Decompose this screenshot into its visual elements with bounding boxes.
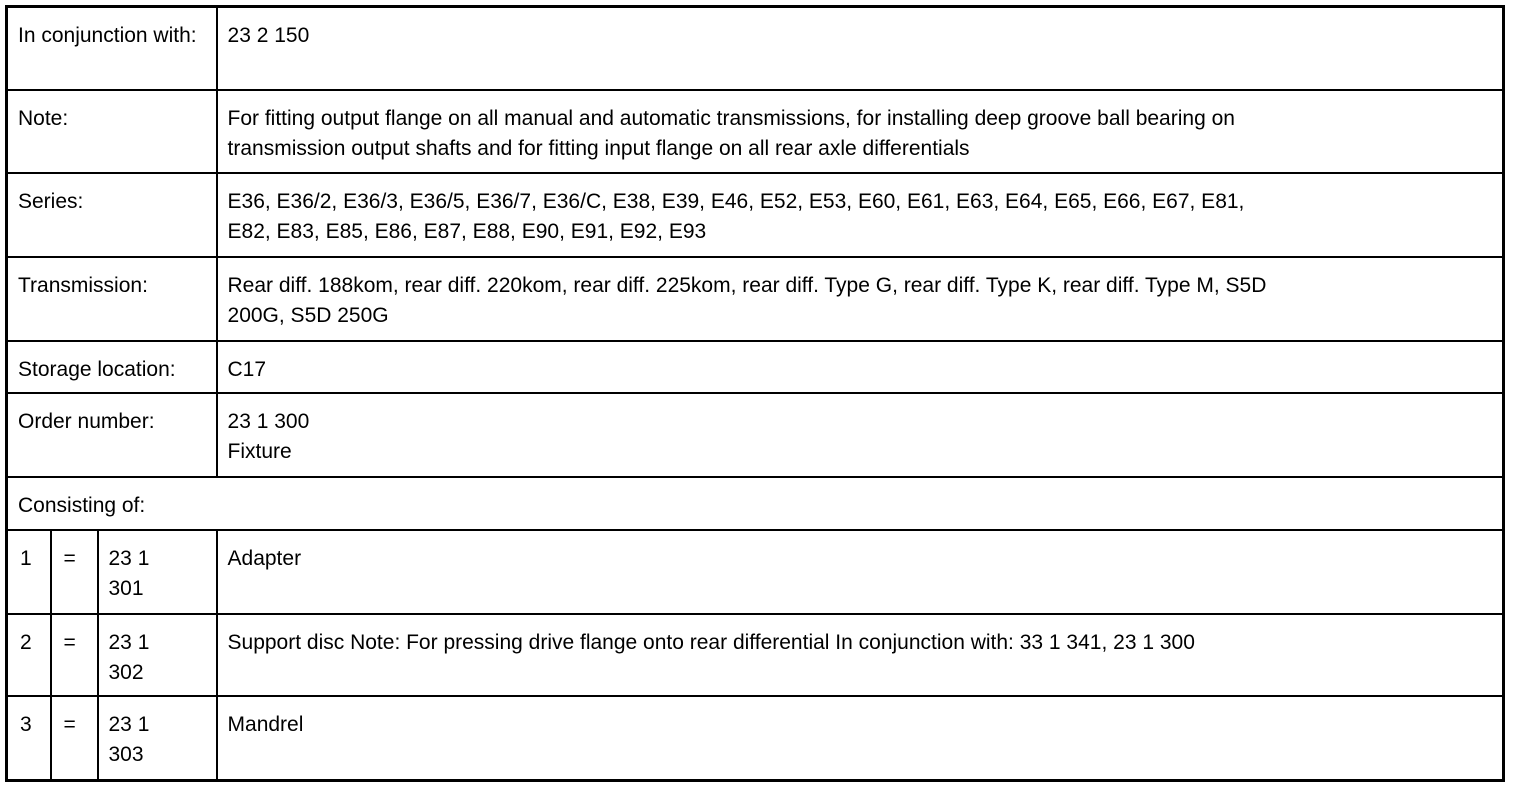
- label-consisting-of: Consisting of:: [7, 477, 1504, 529]
- part-number: 23 1 301: [98, 530, 217, 614]
- part-description: Adapter: [217, 530, 1504, 614]
- part-number: 23 1 302: [98, 614, 217, 697]
- value-storage-location: C17: [217, 341, 1504, 393]
- row-transmission: [7, 257, 1504, 341]
- row-in-conjunction: [7, 7, 1504, 91]
- part-row: [7, 696, 1504, 780]
- part-description: Support disc Note: For pressing drive flange onto rear differential In conjunction with: 33 1 341, 23 1 300: [217, 614, 1504, 697]
- part-number: 23 1 303: [98, 696, 217, 780]
- part-row: [7, 530, 1504, 614]
- label-storage-location: Storage location:: [7, 341, 217, 393]
- value-order-number: 23 1 300 Fixture: [217, 393, 1504, 477]
- label-note: Note:: [7, 90, 217, 173]
- label-order-number: Order number:: [7, 393, 217, 477]
- part-row: [7, 614, 1504, 697]
- part-equals: =: [51, 530, 98, 614]
- tool-spec-table: [5, 5, 1505, 782]
- label-transmission: Transmission:: [7, 257, 217, 341]
- row-order-number: [7, 393, 1504, 477]
- label-in-conjunction: In conjunction with:: [7, 7, 217, 91]
- value-series: E36, E36/2, E36/3, E36/5, E36/7, E36/C, E38, E39, E46, E52, E53, E60, E61, E63, E64, E65, E66, E67, E81, E82, E83, E85, E86, E87, E88, E90, E91, E92, E93: [217, 173, 1504, 257]
- value-note: For fitting output flange on all manual and automatic transmissions, for installing deep groove ball bearing on transmission output shafts and for fitting input flange on all rear axle differentials: [217, 90, 1504, 173]
- part-equals: =: [51, 614, 98, 697]
- label-series: Series:: [7, 173, 217, 257]
- row-storage-location: [7, 341, 1504, 393]
- row-consisting-of: [7, 477, 1504, 529]
- value-transmission: Rear diff. 188kom, rear diff. 220kom, rear diff. 225kom, rear diff. Type G, rear diff. Type K, rear diff. Type M, S5D 200G, S5D 250G: [217, 257, 1504, 341]
- part-description: Mandrel: [217, 696, 1504, 780]
- part-index: 3: [7, 696, 51, 780]
- row-note: [7, 90, 1504, 173]
- part-index: 2: [7, 614, 51, 697]
- part-equals: =: [51, 696, 98, 780]
- row-series: [7, 173, 1504, 257]
- part-index: 1: [7, 530, 51, 614]
- value-in-conjunction: 23 2 150: [217, 7, 1504, 91]
